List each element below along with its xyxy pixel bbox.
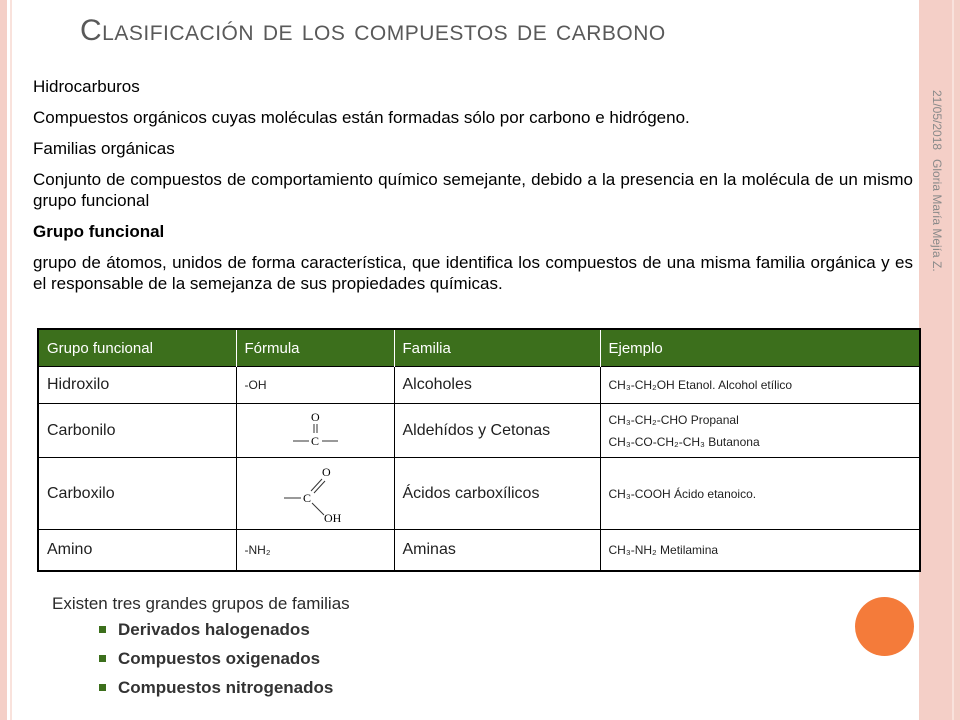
- cell-formula: -NH₂: [236, 530, 394, 571]
- intro-content: [33, 76, 913, 304]
- functional-groups-table: [37, 328, 921, 572]
- cell-grupo: Amino: [39, 530, 236, 571]
- table-row: [39, 404, 919, 458]
- ejemplo-line: CH₃-CO-CH₂-CH₃ Butanona: [608, 434, 760, 449]
- carboxyl-oh-label: OH: [324, 510, 342, 525]
- paragraph-hidrocarburos-def: Compuestos orgánicos cuyas moléculas están formadas sólo por carbono e hidrógeno.: [33, 108, 690, 127]
- cell-grupo: Carboxilo: [39, 458, 236, 530]
- cell-familia: Alcoholes: [394, 367, 600, 404]
- carboxyl-structure-icon: [274, 463, 364, 525]
- header-grupo: Grupo funcional: [39, 330, 236, 367]
- table-row: [39, 367, 919, 404]
- header-ejemplo: Ejemplo: [600, 330, 919, 367]
- left-decor-line: [10, 0, 12, 720]
- left-decor-bar: [0, 0, 7, 720]
- cell-ejemplo: [600, 404, 919, 458]
- square-bullet-icon: [99, 655, 106, 662]
- cell-familia: Aminas: [394, 530, 600, 571]
- families-items: [52, 620, 350, 698]
- cell-grupo: Carbonilo: [39, 404, 236, 458]
- paragraph-familias-def: Conjunto de compuestos de comportamiento químico semejante, debido a la presencia en la molécula de un mismo grupo funcional: [33, 170, 913, 210]
- paragraph-grupo-funcional-def: grupo de átomos, unidos de forma característica, que identifica los compuestos de una misma familia orgánica y es el responsable de la semejanza de sus propiedades químicas.: [33, 253, 913, 293]
- family-item: [99, 649, 350, 669]
- header-familia: Familia: [394, 330, 600, 367]
- cell-ejemplo: CH₃-COOH Ácido etanoico.: [600, 458, 919, 530]
- carboxyl-c-label: C: [303, 490, 312, 505]
- carbonyl-structure-icon: [279, 411, 359, 451]
- slide-title: Clasificación de los compuestos de carbono: [80, 14, 666, 47]
- carboxyl-oh-bond: [312, 503, 324, 515]
- cell-formula: -OH: [236, 367, 394, 404]
- families-lead: Existen tres grandes grupos de familias: [52, 594, 350, 613]
- square-bullet-icon: [99, 684, 106, 691]
- square-bullet-icon: [99, 626, 106, 633]
- carboxyl-o-label: O: [322, 464, 331, 479]
- family-item-label: Compuestos oxigenados: [118, 649, 321, 668]
- family-item: [99, 678, 350, 698]
- table-header-row: [39, 330, 919, 367]
- ejemplo-line: CH₃-CH₂-CHO Propanal: [608, 412, 739, 427]
- carbonyl-o-label: O: [311, 410, 320, 424]
- cell-ejemplo: CH₃-CH₂OH Etanol. Alcohol etílico: [600, 367, 919, 404]
- side-note-date: 21/05/2018: [930, 90, 944, 151]
- cell-familia: Aldehídos y Cetonas: [394, 404, 600, 458]
- side-note: [930, 90, 944, 272]
- side-note-author: Gloria María Mejía Z.: [930, 159, 944, 273]
- cell-formula: [236, 458, 394, 530]
- family-item: [99, 620, 350, 640]
- header-formula: Fórmula: [236, 330, 394, 367]
- cell-grupo: Hidroxilo: [39, 367, 236, 404]
- table-row: [39, 458, 919, 530]
- family-item-label: Derivados halogenados: [118, 620, 310, 639]
- paragraph-hidrocarburos: Hidrocarburos: [33, 77, 140, 96]
- decor-circle: [855, 597, 914, 656]
- paragraph-grupo-funcional: Grupo funcional: [33, 222, 165, 241]
- carboxyl-double-bond-a: [311, 479, 322, 491]
- cell-familia: Ácidos carboxílicos: [394, 458, 600, 530]
- table-row: [39, 530, 919, 571]
- cell-ejemplo: CH₃-NH₂ Metilamina: [600, 530, 919, 571]
- carbonyl-c-label: C: [311, 433, 320, 448]
- families-list: [52, 594, 350, 707]
- paragraph-familias: Familias orgánicas: [33, 139, 175, 158]
- family-item-label: Compuestos nitrogenados: [118, 678, 334, 697]
- carboxyl-double-bond-b: [314, 481, 325, 493]
- right-decor-line: [952, 0, 954, 720]
- cell-formula: [236, 404, 394, 458]
